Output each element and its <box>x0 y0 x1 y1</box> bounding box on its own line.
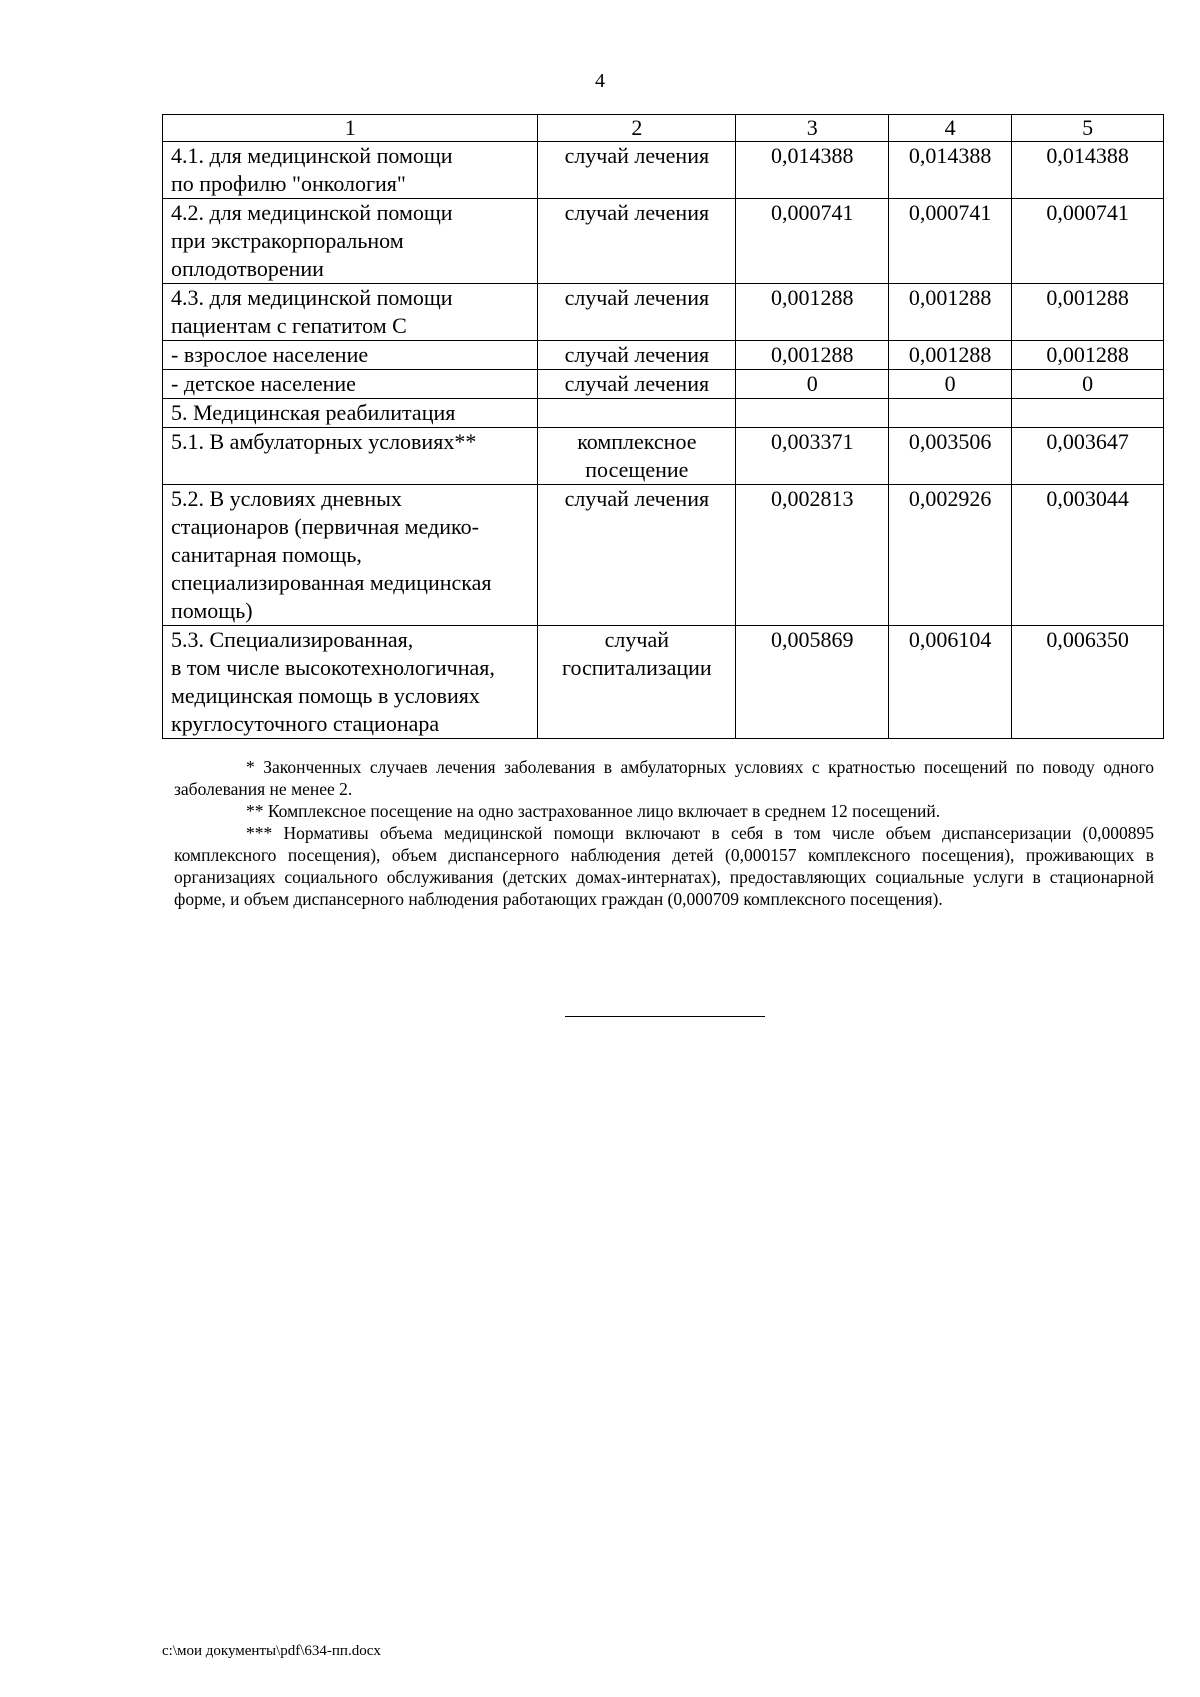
cell-line: круглосуточного стационара <box>171 711 440 736</box>
indicator-cell <box>163 428 538 485</box>
value-cell: 0,003371 <box>736 428 889 485</box>
unit-cell <box>538 428 736 485</box>
cell-line: 5.2. В условиях дневных <box>171 486 402 511</box>
value-cell: 0,001288 <box>1012 341 1164 370</box>
header-cell: 2 <box>538 115 736 142</box>
value-cell: 0,002926 <box>889 485 1012 626</box>
value-cell: 0 <box>736 370 889 399</box>
indicator-cell <box>163 284 538 341</box>
cell-line: помощь) <box>171 598 253 623</box>
table-row <box>163 370 1164 399</box>
indicator-cell <box>163 142 538 199</box>
unit-cell <box>538 142 736 199</box>
value-cell <box>1012 399 1164 428</box>
cell-line: госпитализации <box>561 655 712 680</box>
value-cell <box>736 399 889 428</box>
value-cell: 0 <box>1012 370 1164 399</box>
indicator-cell <box>163 370 538 399</box>
table-row <box>163 485 1164 626</box>
value-cell: 0,006350 <box>1012 626 1164 739</box>
value-cell: 0,001288 <box>1012 284 1164 341</box>
table-row <box>163 142 1164 199</box>
cell-line: санитарная помощь, <box>171 542 362 567</box>
norms-table <box>162 114 1164 739</box>
value-cell: 0,003506 <box>889 428 1012 485</box>
cell-line: случай лечения <box>564 342 710 367</box>
table-row <box>163 199 1164 284</box>
value-cell: 0,014388 <box>889 142 1012 199</box>
indicator-cell <box>163 626 538 739</box>
unit-cell <box>538 626 736 739</box>
value-cell: 0,001288 <box>736 341 889 370</box>
cell-line: случай лечения <box>564 143 710 168</box>
separator-rule <box>565 1016 765 1017</box>
value-cell: 0,001288 <box>736 284 889 341</box>
cell-line: в том числе высокотехнологичная, <box>171 655 495 680</box>
file-path-footer: c:\мои документы\pdf\634-пп.docx <box>162 1643 381 1659</box>
table-row <box>163 284 1164 341</box>
unit-cell <box>538 370 736 399</box>
cell-line: посещение <box>585 457 689 482</box>
value-cell: 0,000741 <box>1012 199 1164 284</box>
cell-line: 4.1. для медицинской помощи <box>171 143 453 168</box>
cell-line: медицинская помощь в условиях <box>171 683 480 708</box>
unit-cell <box>538 341 736 370</box>
indicator-cell <box>163 485 538 626</box>
table-row <box>163 399 1164 428</box>
value-cell: 0,002813 <box>736 485 889 626</box>
cell-line: случай лечения <box>564 200 710 225</box>
cell-line: случай лечения <box>564 486 710 511</box>
value-cell: 0,001288 <box>889 284 1012 341</box>
value-cell: 0,014388 <box>1012 142 1164 199</box>
value-cell <box>889 399 1012 428</box>
footnote: ** Комплексное посещение на одно застрахованное лицо включает в среднем 12 посещений. <box>246 801 941 821</box>
unit-cell <box>538 199 736 284</box>
table-row <box>163 341 1164 370</box>
header-cell: 1 <box>163 115 538 142</box>
value-cell: 0,003044 <box>1012 485 1164 626</box>
header-cell: 4 <box>889 115 1012 142</box>
cell-line: пациентам с гепатитом С <box>171 313 407 338</box>
value-cell: 0,000741 <box>736 199 889 284</box>
value-cell: 0,014388 <box>736 142 889 199</box>
cell-line: 4.3. для медицинской помощи <box>171 285 453 310</box>
table-row <box>163 626 1164 739</box>
cell-line: 4.2. для медицинской помощи <box>171 200 453 225</box>
value-cell: 0 <box>889 370 1012 399</box>
cell-line: при экстракорпоральном <box>171 228 404 253</box>
footnotes <box>174 756 1154 910</box>
cell-line: оплодотворении <box>171 256 324 281</box>
table-header-row <box>163 115 1164 142</box>
unit-cell <box>538 399 736 428</box>
cell-line: по профилю "онкология" <box>171 171 406 196</box>
unit-cell <box>538 284 736 341</box>
value-cell: 0,005869 <box>736 626 889 739</box>
cell-line: случай лечения <box>564 371 710 396</box>
footnote: * Законченных случаев лечения заболевания в амбулаторных условиях с кратностью посещений по поводу одного заболевания не менее 2. <box>174 757 1154 799</box>
value-cell: 0,000741 <box>889 199 1012 284</box>
cell-line: специализированная медицинская <box>171 570 492 595</box>
cell-line: - детское население <box>171 371 356 396</box>
page-number: 4 <box>595 70 605 92</box>
table-row <box>163 428 1164 485</box>
value-cell: 0,001288 <box>889 341 1012 370</box>
header-cell: 3 <box>736 115 889 142</box>
cell-line: случай <box>604 627 670 652</box>
cell-line: комплексное <box>577 429 697 454</box>
footnote: *** Нормативы объема медицинской помощи включают в себя в том числе объем диспансеризации (0,000895 комплексного посещения), объем диспансерного наблюдения детей (0,000157 комплексного посещения), проживающих в организациях социального обслуживания (детских домах-интернатах), предоставляющих социальные услуги в стационарной форме, и объем диспансерного наблюдения работающих граждан (0,000709 комплексного посещения). <box>174 823 1154 909</box>
indicator-cell <box>163 399 538 428</box>
cell-line: 5.3. Специализированная, <box>171 627 414 652</box>
cell-line: 5. Медицинская реабилитация <box>171 400 456 425</box>
cell-line: стационаров (первичная медико- <box>171 514 479 539</box>
indicator-cell <box>163 199 538 284</box>
unit-cell <box>538 485 736 626</box>
header-cell: 5 <box>1012 115 1164 142</box>
value-cell: 0,006104 <box>889 626 1012 739</box>
indicator-cell <box>163 341 538 370</box>
cell-line: 5.1. В амбулаторных условиях** <box>171 429 477 454</box>
cell-line: - взрослое население <box>171 342 369 367</box>
value-cell: 0,003647 <box>1012 428 1164 485</box>
cell-line: случай лечения <box>564 285 710 310</box>
